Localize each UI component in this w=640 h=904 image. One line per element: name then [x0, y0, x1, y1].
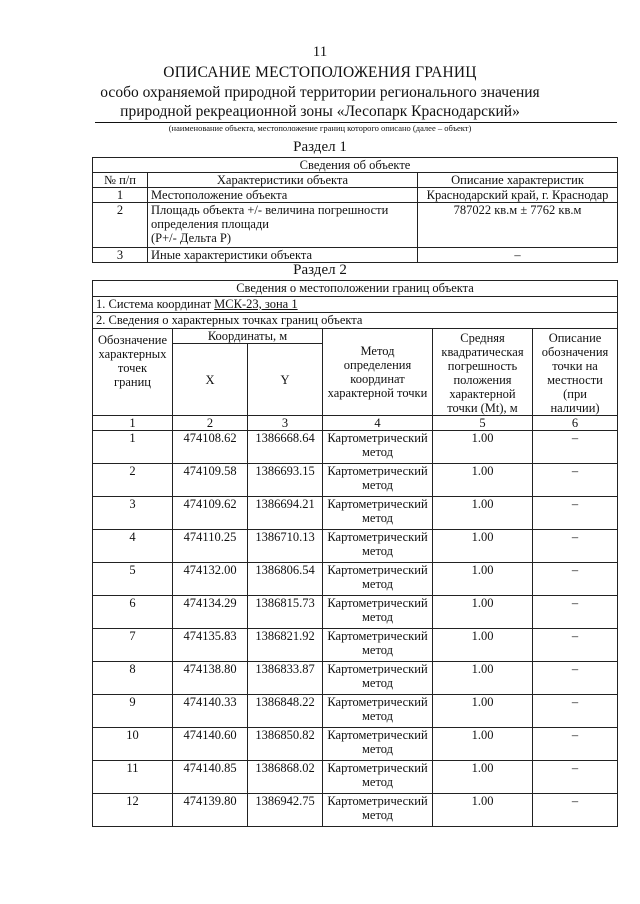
mean-square-error: 1.00 [433, 662, 533, 695]
mean-square-error: 1.00 [433, 728, 533, 761]
row-number: 1 [93, 188, 148, 203]
coord-x: 474140.85 [173, 761, 248, 794]
mean-square-error: 1.00 [433, 563, 533, 596]
method-line: метод [361, 709, 393, 723]
row-value: – [418, 248, 618, 263]
coord-x: 474140.60 [173, 728, 248, 761]
row-value: Краснодарский край, г. Краснодар [418, 188, 618, 203]
table-row [93, 188, 618, 203]
method-line: Картометрический [327, 497, 428, 511]
table-row [93, 248, 618, 263]
mean-square-error: 1.00 [433, 794, 533, 827]
point-number: 1 [93, 431, 173, 464]
point-number: 5 [93, 563, 173, 596]
point-number: 4 [93, 530, 173, 563]
header-line: местности [547, 373, 603, 387]
title-caption: (наименование объекта, местоположение границ которого описано (далее – объект) [168, 123, 472, 133]
point-number: 9 [93, 695, 173, 728]
table-row [93, 464, 618, 497]
table-row [93, 728, 618, 761]
document-subtitle-line2: природной рекреационной зоны «Лесопарк Краснодарский» [120, 103, 520, 120]
method-line: Картометрический [327, 728, 428, 742]
mean-square-error: 1.00 [433, 530, 533, 563]
method-line: Картометрический [327, 464, 428, 478]
column-number: 1 [93, 416, 173, 431]
method-line: Картометрический [327, 761, 428, 775]
method-line: метод [361, 610, 393, 624]
point-number: 12 [93, 794, 173, 827]
coord-x: 474108.62 [173, 431, 248, 464]
method-cell [323, 431, 433, 464]
page-number: 11 [312, 44, 328, 60]
method-line: Картометрический [327, 629, 428, 643]
coord-y: 1386850.82 [248, 728, 323, 761]
coord-y: 1386668.64 [248, 431, 323, 464]
method-line: Картометрический [327, 794, 428, 808]
table-row [93, 629, 618, 662]
table-row [93, 794, 618, 827]
table-title: Сведения об объекте [93, 158, 618, 173]
header-line: координат [350, 372, 405, 386]
point-description: – [533, 497, 618, 530]
header-line: Средняя [460, 331, 505, 345]
method-line: Картометрический [327, 695, 428, 709]
coord-x: 474109.62 [173, 497, 248, 530]
method-cell [323, 761, 433, 794]
table-row [93, 431, 618, 464]
table-row [93, 497, 618, 530]
header-line: положения [453, 373, 512, 387]
method-cell [323, 695, 433, 728]
method-line: метод [361, 676, 393, 690]
col-header-x: X [173, 344, 248, 416]
point-description: – [533, 464, 618, 497]
col-header-number: № п/п [93, 173, 148, 188]
coord-y: 1386868.02 [248, 761, 323, 794]
point-description: – [533, 530, 618, 563]
method-line: Картометрический [327, 563, 428, 577]
table-row [93, 761, 618, 794]
characteristic-line: Площадь объекта +/- величина погрешности [151, 203, 389, 217]
method-cell [323, 563, 433, 596]
col-header-point [93, 329, 173, 416]
row-number: 3 [93, 248, 148, 263]
header-line: (при [563, 387, 587, 401]
coordinate-system-line [93, 297, 618, 313]
point-description: – [533, 563, 618, 596]
coord-y: 1386710.13 [248, 530, 323, 563]
coord-x: 474140.33 [173, 695, 248, 728]
header-line: характерной [449, 387, 516, 401]
point-description: – [533, 629, 618, 662]
table-row [93, 530, 618, 563]
method-line: метод [361, 643, 393, 657]
document-subtitle-line1: особо охраняемой природной территории регионального значения [100, 84, 540, 101]
mean-square-error: 1.00 [433, 431, 533, 464]
header-line: обозначения [541, 345, 609, 359]
col-header-coordinates: Координаты, м [173, 329, 323, 344]
point-number: 6 [93, 596, 173, 629]
coord-x: 474135.83 [173, 629, 248, 662]
point-description: – [533, 662, 618, 695]
mean-square-error: 1.00 [433, 761, 533, 794]
point-number: 10 [93, 728, 173, 761]
header-line: характерных [98, 347, 167, 361]
point-number: 7 [93, 629, 173, 662]
header-line: Обозначение [97, 333, 168, 347]
method-cell [323, 662, 433, 695]
row-characteristic: Иные характеристики объекта [148, 248, 418, 263]
column-number: 3 [248, 416, 323, 431]
document-title: ОПИСАНИЕ МЕСТОПОЛОЖЕНИЯ ГРАНИЦ [163, 64, 477, 81]
points-info-line: 2. Сведения о характерных точках границ объекта [93, 313, 618, 329]
col-header-description [533, 329, 618, 416]
table-row [93, 596, 618, 629]
method-line: метод [361, 577, 393, 591]
header-line: точек [117, 361, 148, 375]
column-number: 5 [433, 416, 533, 431]
method-line: Картометрический [327, 530, 428, 544]
point-number: 2 [93, 464, 173, 497]
row-characteristic [148, 203, 418, 248]
header-line: наличии) [550, 401, 600, 415]
coord-y: 1386694.21 [248, 497, 323, 530]
point-description: – [533, 728, 618, 761]
section1-title: Раздел 1 [293, 139, 347, 155]
mean-square-error: 1.00 [433, 497, 533, 530]
header-line: определения [343, 358, 412, 372]
coord-x: 474134.29 [173, 596, 248, 629]
coordinate-system-value: МСК-23, зона 1 [214, 297, 298, 311]
header-line: Описание [548, 331, 602, 345]
col-header-description: Описание характеристик [418, 173, 618, 188]
table-row [93, 662, 618, 695]
method-cell [323, 728, 433, 761]
method-line: метод [361, 478, 393, 492]
coord-y: 1386806.54 [248, 563, 323, 596]
characteristic-line: (Р+/- Дельта Р) [151, 231, 232, 245]
method-line: метод [361, 775, 393, 789]
header-line: характерной точки [327, 386, 428, 400]
method-cell [323, 497, 433, 530]
characteristic-line: определения площади [151, 217, 269, 231]
method-cell [323, 464, 433, 497]
point-number: 11 [93, 761, 173, 794]
column-number-row [93, 416, 618, 431]
point-description: – [533, 431, 618, 464]
table-row [93, 695, 618, 728]
method-line: Картометрический [327, 431, 428, 445]
method-line: метод [361, 445, 393, 459]
coord-y: 1386815.73 [248, 596, 323, 629]
point-description: – [533, 794, 618, 827]
table-title: Сведения о местоположении границ объекта [93, 281, 618, 297]
coord-y: 1386833.87 [248, 662, 323, 695]
method-line: Картометрический [327, 596, 428, 610]
coordinate-system-label: 1. Система координат [96, 297, 215, 311]
header-line: квадратическая [441, 345, 524, 359]
coord-y: 1386693.15 [248, 464, 323, 497]
boundary-points-table [92, 280, 618, 827]
col-header-y: Y [248, 344, 323, 416]
mean-square-error: 1.00 [433, 695, 533, 728]
method-cell [323, 596, 433, 629]
point-description: – [533, 695, 618, 728]
point-description: – [533, 596, 618, 629]
coord-x: 474138.80 [173, 662, 248, 695]
point-description: – [533, 761, 618, 794]
method-line: метод [361, 544, 393, 558]
row-characteristic: Местоположение объекта [148, 188, 418, 203]
table-row [93, 203, 618, 248]
method-cell [323, 794, 433, 827]
header-line: погрешность [447, 359, 518, 373]
coord-y: 1386942.75 [248, 794, 323, 827]
method-line: метод [361, 742, 393, 756]
col-header-characteristic: Характеристики объекта [148, 173, 418, 188]
section2-title: Раздел 2 [293, 262, 347, 278]
object-info-table [92, 157, 618, 263]
row-number: 2 [93, 203, 148, 248]
point-number: 3 [93, 497, 173, 530]
method-line: Картометрический [327, 662, 428, 676]
method-line: метод [361, 511, 393, 525]
mean-square-error: 1.00 [433, 596, 533, 629]
method-cell [323, 530, 433, 563]
coord-x: 474110.25 [173, 530, 248, 563]
column-number: 2 [173, 416, 248, 431]
table-row [93, 563, 618, 596]
coord-x: 474132.00 [173, 563, 248, 596]
coord-y: 1386821.92 [248, 629, 323, 662]
method-cell [323, 629, 433, 662]
method-line: метод [361, 808, 393, 822]
column-number: 4 [323, 416, 433, 431]
col-header-error [433, 329, 533, 416]
header-line: точки (Mt), м [447, 401, 518, 415]
coord-y: 1386848.22 [248, 695, 323, 728]
row-value: 787022 кв.м ± 7762 кв.м [418, 203, 618, 248]
coord-x: 474109.58 [173, 464, 248, 497]
column-number: 6 [533, 416, 618, 431]
header-line: точки на [552, 359, 598, 373]
col-header-method [323, 329, 433, 416]
header-line: Метод [360, 344, 395, 358]
point-number: 8 [93, 662, 173, 695]
mean-square-error: 1.00 [433, 464, 533, 497]
header-line: границ [114, 375, 151, 389]
coord-x: 474139.80 [173, 794, 248, 827]
mean-square-error: 1.00 [433, 629, 533, 662]
